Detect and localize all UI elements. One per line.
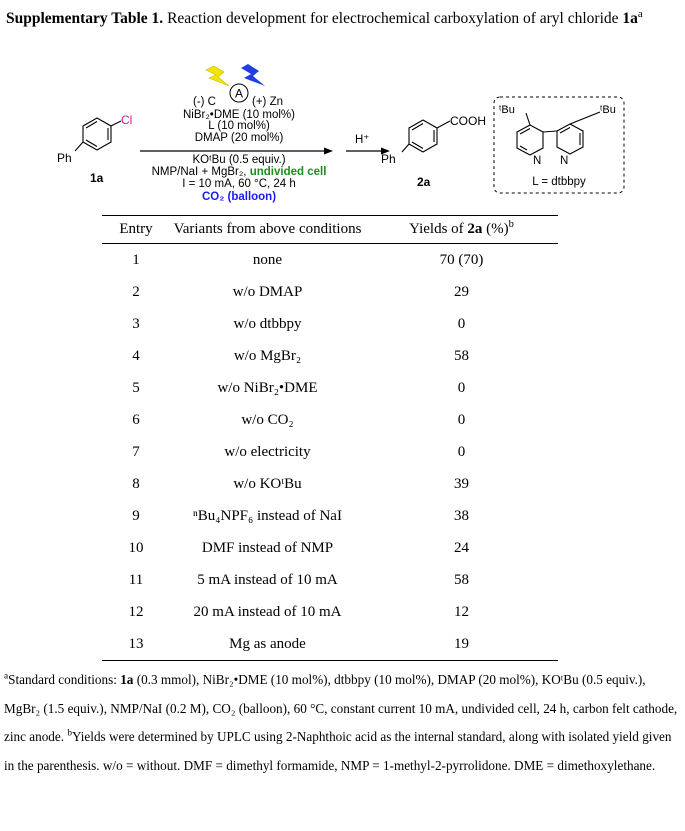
condition-line-2: L (10 mol%): [208, 120, 270, 132]
header-variant: Variants from above conditions: [170, 216, 365, 244]
cell-variant: none: [252, 251, 283, 268]
cell-entry: 1: [132, 251, 140, 268]
cathode-label: (-) C: [193, 96, 216, 108]
table-row: [102, 500, 558, 532]
caption-text: Reaction development for electrochemical carboxylation of aryl chloride: [163, 10, 619, 27]
footnote-a-text: (0.3 mmol), NiBr₂•DME (10 mol%), dtbbpy (10 mol%), DMAP (20 mol%), KOᵗBu (0.5 equiv.), MgBr₂ (1.5 equiv.), NMP/NaI (0.2 M), CO₂ (balloon), 60 °C, constant current 10 mA, undivided cell, 24 h, carbon felt cathode, zinc anode.: [4, 672, 678, 745]
header-yield: [365, 216, 558, 244]
additive-condition: [152, 166, 327, 178]
caption-compound: 1a: [622, 10, 638, 27]
cell-entry: 13: [102, 628, 170, 661]
cell-variant: w/o DMAP: [232, 283, 303, 300]
product-label: 2a: [417, 175, 431, 189]
reactant-structure: [75, 118, 121, 151]
header-yield-text: Yields of 2a (%): [409, 221, 509, 237]
product-structure: [402, 120, 450, 152]
footnote-b-text: Yields were determined by UPLC using 2-Naphthoic acid as the internal standard, along with isolated yield given in the parenthesis. w/o = without. DMF = dimethyl formamide, NMP = 1-methyl-2-pyrrolidone. DME = dimethoxylethane.: [4, 729, 672, 773]
ligand-tbu-right: ᵗBu: [600, 104, 616, 116]
ligand-tbu-left: ᵗBu: [499, 104, 515, 116]
reaction-arrowhead: [324, 148, 333, 155]
base-condition: KOᵗBu (0.5 equiv.): [192, 154, 286, 166]
table-row: [102, 628, 558, 661]
table-caption: [6, 4, 678, 34]
table-row: [102, 468, 558, 500]
cell-variant: w/o CO₂: [241, 411, 294, 428]
table-row: [102, 596, 558, 628]
cell-entry: 5: [132, 379, 140, 396]
caption-footnote-mark: a: [637, 7, 643, 20]
cell-type: undivided cell: [249, 166, 327, 178]
cell-entry: 9: [132, 507, 140, 524]
footnote-a-compound: 1a: [120, 672, 134, 687]
cell-variant: w/o dtbbpy: [233, 315, 302, 332]
cell-yield: 0: [457, 379, 466, 396]
cell-variant: w/o MgBr₂: [233, 347, 302, 364]
blue-bolt-icon: [241, 64, 265, 86]
table-row: [102, 372, 558, 404]
cell-yield: 0: [457, 315, 466, 332]
cell-variant: 5 mA instead of 10 mA: [197, 571, 338, 588]
cell-variant: Mg as anode: [170, 628, 365, 661]
cell-yield: 29: [454, 283, 469, 300]
cell-entry: 10: [128, 539, 144, 556]
cell-entry: 3: [132, 315, 140, 332]
reaction-scheme: [0, 56, 685, 206]
cell-entry: 7: [132, 443, 140, 460]
parameters-condition: I = 10 mA, 60 °C, 24 h: [182, 178, 296, 190]
product-cooh: COOH: [450, 114, 486, 128]
acid-label: H⁺: [355, 134, 370, 146]
table-row: [102, 340, 558, 372]
anode-label: (+) Zn: [252, 96, 283, 108]
yellow-bolt-icon: [206, 66, 229, 86]
ligand-structure: [517, 112, 600, 155]
reactant-cl: Cl: [121, 113, 133, 127]
co2-condition: CO₂ (balloon): [201, 191, 277, 203]
cell-variant: w/o KOᵗBu: [233, 475, 302, 492]
cell-entry: 12: [128, 603, 144, 620]
cell-yield: 39: [454, 475, 469, 492]
additive-text: NMP/NaI + MgBr₂,: [151, 166, 250, 178]
cell-yield: 12: [454, 603, 469, 620]
footnote-b-mark: b: [67, 727, 72, 738]
table-row: [102, 276, 558, 308]
cell-variant: ⁿBu₄NPF₆ instead of NaI: [193, 507, 342, 524]
cell-yield: 24: [454, 539, 469, 556]
table-header-row: [102, 216, 558, 244]
cell-entry: 11: [128, 571, 144, 588]
ligand-n-left: N: [533, 155, 542, 167]
reactant-ph: Ph: [57, 151, 72, 165]
product-ph: Ph: [381, 152, 396, 166]
cell-entry: 4: [132, 347, 140, 364]
table-row: [102, 244, 558, 277]
condition-line-3: DMAP (20 mol%): [194, 132, 284, 144]
ligand-caption: L = dtbbpy: [532, 176, 586, 188]
cell-variant: 20 mA instead of 10 mA: [193, 603, 342, 620]
cell-yield: 58: [454, 347, 469, 364]
cell-yield: 19: [365, 628, 558, 661]
header-yield-compound: 2a: [467, 221, 483, 237]
cell-entry: 6: [132, 411, 140, 428]
table-footnotes: [4, 666, 680, 780]
condition-line-1: NiBr₂•DME (10 mol%): [182, 109, 296, 121]
cell-entry: 2: [132, 283, 140, 300]
ligand-n-right: N: [560, 155, 569, 167]
table-body: [102, 244, 558, 661]
header-yield-mark: b: [508, 219, 514, 230]
table-row: [102, 436, 558, 468]
cell-yield: 0: [457, 443, 466, 460]
table-row: [102, 404, 558, 436]
footnote-a-pre: Standard conditions:: [8, 672, 121, 687]
cell-yield: 38: [454, 507, 469, 524]
caption-label: Supplementary Table 1.: [6, 10, 164, 27]
footnote-a-mark: a: [4, 670, 9, 681]
cell-yield: 70 (70): [439, 251, 484, 268]
cell-variant: w/o electricity: [224, 443, 311, 460]
header-entry: Entry: [102, 216, 170, 244]
table-row: [102, 308, 558, 340]
cell-entry: 8: [132, 475, 140, 492]
cell-yield: 58: [454, 571, 469, 588]
reactant-label: 1a: [90, 171, 104, 185]
cell-variant: DMF instead of NMP: [201, 539, 334, 556]
table-row: [102, 564, 558, 596]
ammeter-label: A: [234, 86, 244, 101]
table-row: [102, 532, 558, 564]
results-table: [102, 215, 558, 661]
cell-yield: 0: [457, 411, 466, 428]
cell-variant: w/o NiBr₂•DME: [217, 379, 318, 396]
